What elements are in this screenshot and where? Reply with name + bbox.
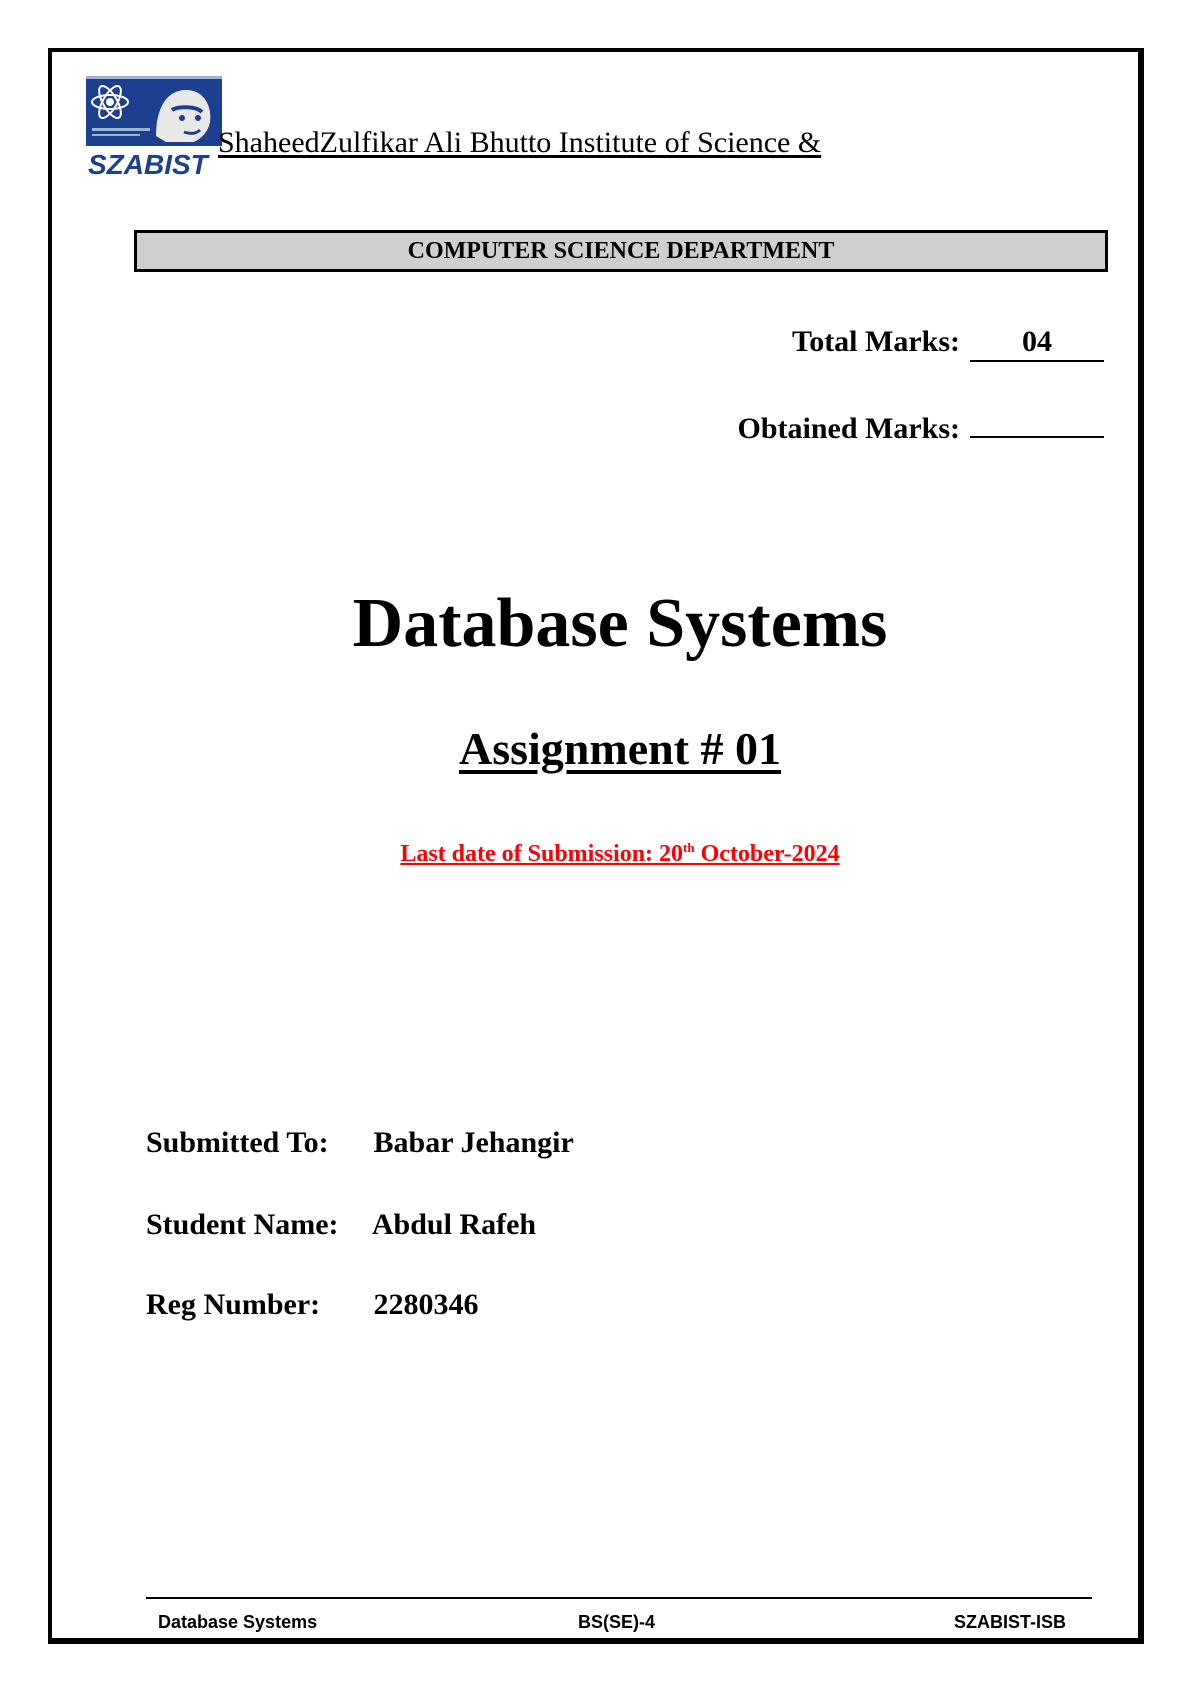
total-marks-label: Total Marks: [791, 325, 960, 358]
obtained-marks-field [970, 400, 1104, 438]
student-name-value: Abdul Rafeh [371, 1208, 537, 1241]
total-marks-row [792, 324, 1104, 362]
deadline-ordinal: th [683, 840, 695, 855]
footer-course: Database Systems [158, 1612, 318, 1632]
total-marks-value: 04 [970, 324, 1104, 362]
student-name-label: Student Name: [146, 1208, 339, 1241]
submitted-to-label: Submitted To: [146, 1126, 329, 1159]
student-name-row [146, 1208, 536, 1242]
reg-number-value: 2280346 [373, 1288, 479, 1321]
szabist-logo [86, 76, 222, 180]
obtained-marks-label: Obtained Marks: [737, 412, 960, 445]
assignment-title: Assignment # 01 [458, 723, 782, 774]
department-banner: COMPUTER SCIENCE DEPARTMENT [134, 230, 1108, 272]
deadline-prefix: Last date of Submission: 20 [400, 841, 684, 867]
deadline-suffix: October-2024 [694, 841, 840, 867]
submitted-to-value: Babar Jehangir [373, 1126, 574, 1159]
submission-deadline [0, 840, 1200, 868]
logo-wordmark: SZABIST [88, 149, 208, 180]
reg-number-row [146, 1288, 479, 1322]
footer-campus: SZABIST-ISB [954, 1612, 1067, 1632]
reg-number-label: Reg Number: [146, 1288, 321, 1321]
course-title: Database Systems [352, 585, 888, 662]
footer-divider [146, 1597, 1092, 1599]
submitted-to-row [146, 1126, 574, 1160]
obtained-marks-row [737, 400, 1104, 446]
footer-program: BS(SE)-4 [578, 1612, 656, 1632]
institute-name: ShaheedZulfikar Ali Bhutto Institute of Science & [218, 126, 822, 159]
